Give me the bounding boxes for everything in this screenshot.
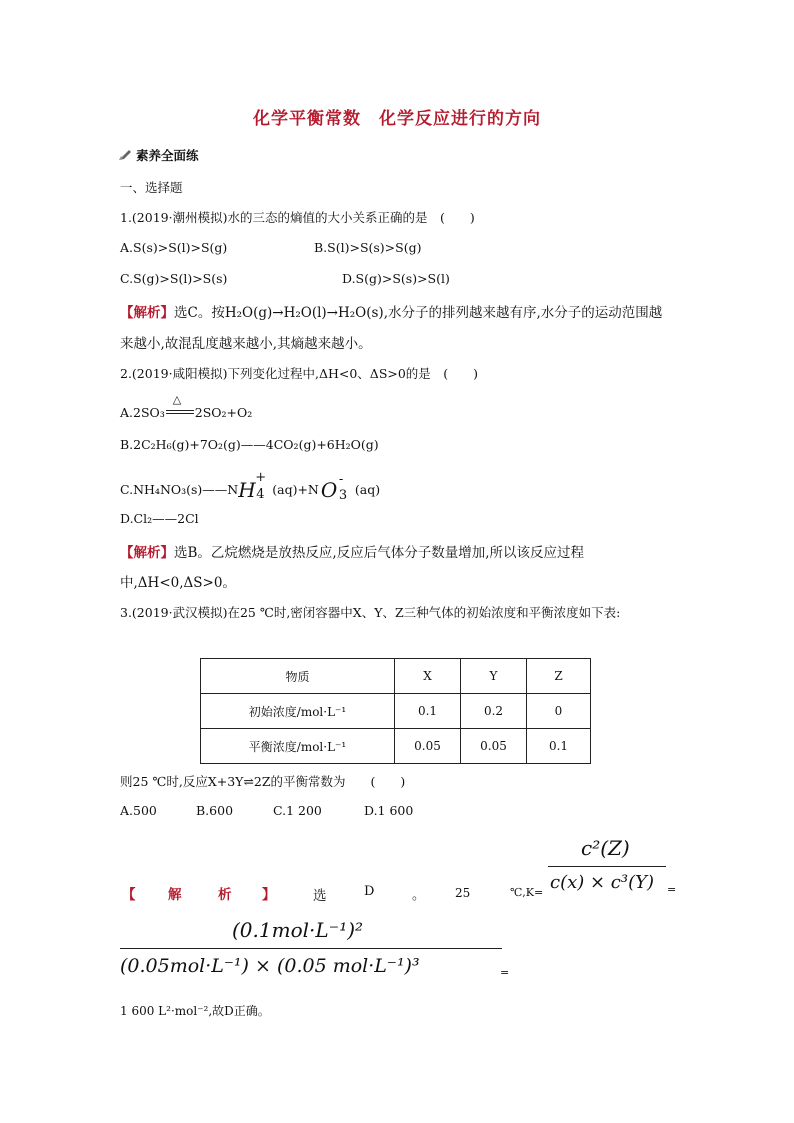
q2-stem: 2.(2019·咸阳模拟)下列变化过程中,ΔH<0、ΔS>0的是 ( ): [120, 366, 479, 381]
q1-analysis-text: 选C。按H₂O(g)→H₂O(l)→H₂O(s),水分子的排列越来越有序,水分子的运动范围越: [174, 305, 663, 321]
q2-c-o: O: [320, 478, 338, 502]
section-text: 素养全面练: [136, 148, 199, 163]
q3-option-a: A.500: [120, 803, 157, 818]
q3-stem: 3.(2019·武汉模拟)在25 ℃时,密闭容器中X、Y、Z三种气体的初始浓度和平衡浓度如下表:: [120, 605, 621, 620]
q2-c-h-sub: 4: [256, 487, 265, 502]
analysis-tag-char: 解: [168, 887, 182, 903]
fraction1-denominator: c(x) × c³(Y): [550, 872, 655, 893]
q2-c-h-sup: +: [255, 470, 267, 485]
q2-option-a: [120, 393, 253, 420]
q3-analysis-letter: D: [364, 884, 375, 899]
fraction2-denominator: (0.05mol·L⁻¹) × (0.05 mol·L⁻¹)³: [120, 955, 420, 977]
table-header: Y: [461, 659, 527, 694]
q3-analysis-select: 选: [313, 888, 327, 904]
section-label: [118, 146, 199, 164]
table-header: Z: [527, 659, 591, 694]
q1-stem: 1.(2019·潮州模拟)水的三态的熵值的大小关系正确的是 ( ): [120, 210, 475, 225]
q3-analysis-temp: 25: [455, 886, 471, 900]
q2-c-left: C.NH₄NO₃(s)——N: [120, 482, 239, 497]
table-cell: 0: [527, 694, 591, 729]
part-heading: 一、选择题: [120, 180, 183, 195]
fraction2-numerator: (0.1mol·L⁻¹)²: [232, 918, 364, 942]
q1-analysis-line1: [120, 301, 662, 321]
q3-option-d: D.1 600: [364, 803, 414, 818]
q2-a-condition: △: [172, 393, 182, 406]
fraction2-bar: [120, 948, 502, 949]
fraction1-bar: [548, 866, 666, 867]
analysis-tag-close: 】: [262, 887, 276, 903]
table-header: 物质: [201, 659, 395, 694]
q3-option-b: B.600: [196, 803, 234, 818]
q2-a-arrow: [165, 393, 195, 420]
q3-result: 1 600 L²·mol⁻²,故D正确。: [120, 1004, 270, 1018]
pen-icon: [118, 149, 132, 161]
analysis-tag: 【解析】: [120, 305, 174, 321]
q2-option-b: B.2C₂H₆(g)+7O₂(g)——4CO₂(g)+6H₂O(g): [120, 437, 379, 452]
q1-option-a: A.S(s)>S(l)>S(g): [120, 240, 228, 255]
table-header: X: [395, 659, 461, 694]
q3-analysis-k: ℃,K=: [510, 886, 544, 899]
table-cell: 0.1: [395, 694, 461, 729]
q2-a-reactant: A.2SO₃: [120, 405, 165, 420]
table-cell: 0.2: [461, 694, 527, 729]
q3-question: 则25 ℃时,反应X+3Y⇌2Z的平衡常数为 ( ): [120, 774, 406, 789]
table-header-row: [201, 659, 591, 694]
q2-c-right: (aq): [354, 482, 381, 497]
analysis-tag-open: 【: [122, 887, 136, 903]
q2-analysis-text: 选B。乙烷燃烧是放热反应,反应后气体分子数量增加,所以该反应过程: [174, 545, 585, 561]
q3-analysis-dot: 。: [412, 888, 426, 903]
q1-analysis-line2: 来越小,故混乱度越来越小,其熵越来越小。: [120, 336, 372, 352]
table-cell: 初始浓度/mol·L⁻¹: [201, 694, 395, 729]
table-cell: 平衡浓度/mol·L⁻¹: [201, 729, 395, 764]
fraction1-numerator: c²(Z): [581, 836, 630, 860]
q1-option-c: C.S(g)>S(l)>S(s): [120, 271, 228, 286]
q2-option-c: [120, 470, 381, 503]
concentration-table: [200, 658, 591, 764]
q2-c-o-sub: 3: [338, 488, 348, 503]
analysis-tag: 【解析】: [120, 545, 174, 561]
q2-a-product: 2SO₂+O₂: [194, 405, 253, 420]
equals-sign-1: =: [667, 883, 677, 896]
table-row: [201, 729, 591, 764]
table-row: [201, 694, 591, 729]
equals-sign-2: =: [500, 966, 510, 979]
q2-c-o-sup: -: [338, 472, 344, 487]
q1-option-d: D.S(g)>S(s)>S(l): [342, 271, 450, 286]
q2-c-mid: (aq)+N: [272, 482, 319, 497]
analysis-tag-char: 析: [218, 887, 232, 903]
q2-c-h: H: [238, 478, 256, 502]
q3-option-c: C.1 200: [273, 803, 322, 818]
page-title: 化学平衡常数 化学反应进行的方向: [253, 109, 541, 129]
table-cell: 0.05: [461, 729, 527, 764]
table-cell: 0.05: [395, 729, 461, 764]
q2-analysis-line1: [120, 541, 584, 561]
q2-analysis-line2: 中,ΔH<0,ΔS>0。: [120, 575, 236, 591]
table-cell: 0.1: [527, 729, 591, 764]
q2-option-d: D.Cl₂——2Cl: [120, 511, 199, 526]
q1-option-b: B.S(l)>S(s)>S(g): [314, 240, 422, 255]
